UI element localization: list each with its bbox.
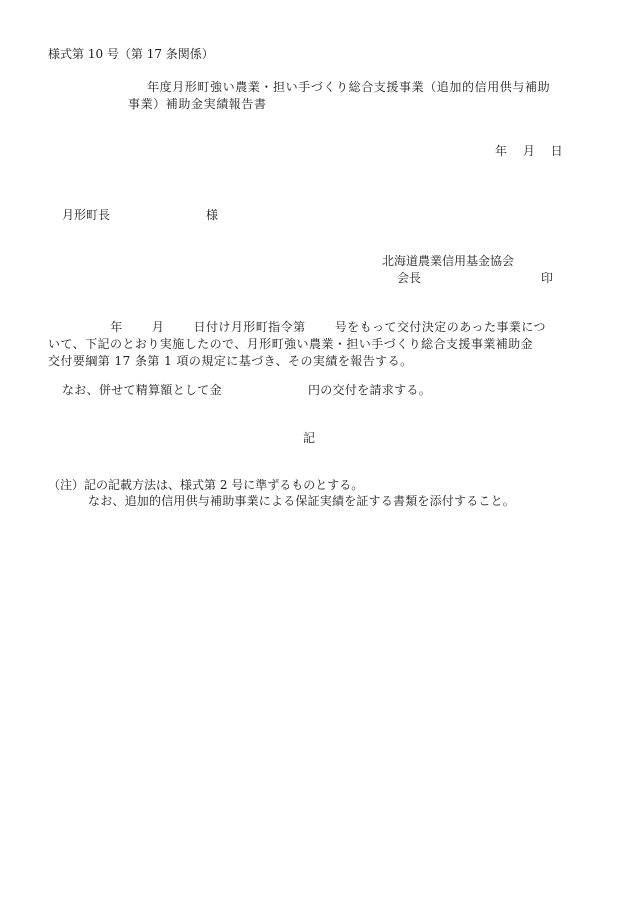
ki-heading: 記 bbox=[303, 431, 316, 445]
report-title-line-2: 事業）補助金実績報告書 bbox=[128, 97, 267, 111]
addressee: 月形町長 様 bbox=[62, 208, 219, 222]
sender-organization: 北海道農業信用基金協会 bbox=[382, 254, 515, 268]
form-number: 様式第 10 号（第 17 条関係） bbox=[48, 47, 214, 61]
sender-representative: 会長 印 bbox=[397, 271, 554, 285]
body-paragraph-line-2: いて、下記のとおり実施したので、月形町強い農業・担い手づくり総合支援事業補助金 bbox=[48, 337, 534, 351]
report-title-line-1: 年度月形町強い農業・担い手づくり総合支援事業（追加的信用供与補助 bbox=[147, 80, 551, 94]
note-line-1: （注）記の記載方法は、様式第 2 号に準ずるものとする。 bbox=[48, 478, 364, 492]
body-paragraph-line-3: 交付要綱第 17 条第 1 項の規定に基づき、その実績を報告する。 bbox=[48, 354, 413, 368]
date-field: 年 月 日 bbox=[495, 144, 563, 158]
settlement-request: なお、併せて精算額として金 円の交付を請求する。 bbox=[62, 383, 432, 397]
body-paragraph-line-1: 年 月 日付け月形町指令第 号をもって交付決定のあった事業につ bbox=[48, 320, 546, 334]
note-line-2: なお、追加的信用供与補助事業による保証実績を証する書類を添付すること。 bbox=[88, 494, 516, 508]
